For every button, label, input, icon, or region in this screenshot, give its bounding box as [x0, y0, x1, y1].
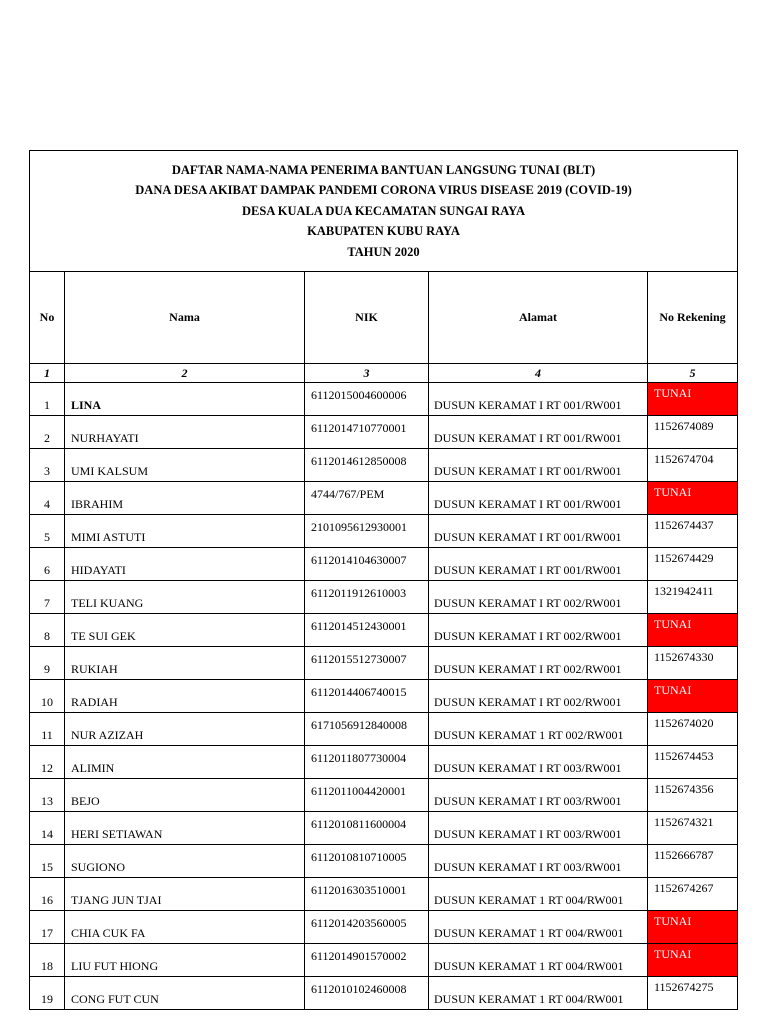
recipient-name: ALIMIN	[65, 746, 305, 779]
title-line-4: KABUPATEN KUBU RAYA	[307, 224, 460, 239]
document-title	[30, 151, 738, 272]
recipient-nik: 4744/767/PEM	[305, 482, 429, 515]
recipient-name: SUGIONO	[65, 845, 305, 878]
row-number: 3	[30, 449, 65, 482]
recipient-name: LIU FUT HIONG	[65, 944, 305, 977]
recipient-address: DUSUN KERAMAT 1 RT 004/RW001	[429, 944, 648, 977]
account-number: 1152674267	[648, 878, 738, 911]
row-number: 11	[30, 713, 65, 746]
title-line-2: DANA DESA AKIBAT DAMPAK PANDEMI CORONA VIRUS DISEASE 2019 (COVID-19)	[135, 183, 632, 198]
column-number-1: 1	[30, 364, 65, 383]
recipient-address: DUSUN KERAMAT I RT 001/RW001	[429, 548, 648, 581]
column-number-4: 4	[429, 364, 648, 383]
recipient-nik: 6112014612850008	[305, 449, 429, 482]
table-row	[30, 977, 738, 1010]
table-row	[30, 713, 738, 746]
column-header-row	[30, 272, 738, 364]
recipient-name: UMI KALSUM	[65, 449, 305, 482]
recipient-name: CONG FUT CUN	[65, 977, 305, 1010]
account-number: TUNAI	[648, 614, 738, 647]
table-row	[30, 680, 738, 713]
account-number: TUNAI	[648, 482, 738, 515]
account-number: 1152674429	[648, 548, 738, 581]
account-number: 1152674437	[648, 515, 738, 548]
recipient-name: IBRAHIM	[65, 482, 305, 515]
recipient-name: RUKIAH	[65, 647, 305, 680]
table-row	[30, 779, 738, 812]
recipient-nik: 6112014104630007	[305, 548, 429, 581]
header-nik: NIK	[305, 272, 429, 364]
row-number: 7	[30, 581, 65, 614]
recipient-address: DUSUN KERAMAT I RT 001/RW001	[429, 416, 648, 449]
row-number: 12	[30, 746, 65, 779]
recipient-name: CHIA CUK FA	[65, 911, 305, 944]
recipient-name: HERI SETIAWAN	[65, 812, 305, 845]
recipient-nik: 6112010102460008	[305, 977, 429, 1010]
account-number: 1152674453	[648, 746, 738, 779]
row-number: 4	[30, 482, 65, 515]
title-line-3: DESA KUALA DUA KECAMATAN SUNGAI RAYA	[242, 203, 526, 218]
table-row	[30, 383, 738, 416]
recipient-address: DUSUN KERAMAT 1 RT 004/RW001	[429, 977, 648, 1010]
recipient-name: HIDAYATI	[65, 548, 305, 581]
recipient-nik: 6112014203560005	[305, 911, 429, 944]
recipient-nik: 6112010811600004	[305, 812, 429, 845]
recipient-name: NURHAYATI	[65, 416, 305, 449]
table-row	[30, 416, 738, 449]
recipient-address: DUSUN KERAMAT I RT 001/RW001	[429, 515, 648, 548]
header-no: No	[30, 272, 65, 364]
recipient-nik: 6112011912610003	[305, 581, 429, 614]
recipient-address: DUSUN KERAMAT I RT 003/RW001	[429, 845, 648, 878]
account-number: 1152674356	[648, 779, 738, 812]
title-row	[30, 151, 738, 272]
row-number: 19	[30, 977, 65, 1010]
recipient-name: TJANG JUN TJAI	[65, 878, 305, 911]
recipient-nik: 6112016303510001	[305, 878, 429, 911]
row-number: 16	[30, 878, 65, 911]
recipient-nik: 6112014710770001	[305, 416, 429, 449]
recipient-address: DUSUN KERAMAT I RT 002/RW001	[429, 680, 648, 713]
recipient-address: DUSUN KERAMAT I RT 003/RW001	[429, 746, 648, 779]
account-number: TUNAI	[648, 944, 738, 977]
recipient-address: DUSUN KERAMAT I RT 001/RW001	[429, 482, 648, 515]
recipient-address: DUSUN KERAMAT I RT 003/RW001	[429, 779, 648, 812]
account-number: 1152674020	[648, 713, 738, 746]
table-row	[30, 614, 738, 647]
account-number: TUNAI	[648, 383, 738, 416]
account-number: 1321942411	[648, 581, 738, 614]
header-no-rekening: No Rekening	[648, 272, 738, 364]
recipient-nik: 6112010810710005	[305, 845, 429, 878]
row-number: 14	[30, 812, 65, 845]
account-number: 1152666787	[648, 845, 738, 878]
column-number-5: 5	[648, 364, 738, 383]
account-number: TUNAI	[648, 911, 738, 944]
recipient-table	[29, 150, 738, 1010]
table-row	[30, 515, 738, 548]
header-nama: Nama	[65, 272, 305, 364]
table-row	[30, 944, 738, 977]
header-alamat: Alamat	[429, 272, 648, 364]
recipient-address: DUSUN KERAMAT 1 RT 002/RW001	[429, 713, 648, 746]
recipient-nik: 6112014512430001	[305, 614, 429, 647]
recipient-nik: 2101095612930001	[305, 515, 429, 548]
row-number: 9	[30, 647, 65, 680]
account-number: 1152674321	[648, 812, 738, 845]
recipient-address: DUSUN KERAMAT I RT 001/RW001	[429, 383, 648, 416]
recipient-address: DUSUN KERAMAT 1 RT 004/RW001	[429, 911, 648, 944]
row-number: 8	[30, 614, 65, 647]
recipient-address: DUSUN KERAMAT 1 RT 004/RW001	[429, 878, 648, 911]
recipient-name: TELI KUANG	[65, 581, 305, 614]
recipient-table-body	[30, 151, 738, 1010]
column-number-2: 2	[65, 364, 305, 383]
recipient-address: DUSUN KERAMAT I RT 002/RW001	[429, 647, 648, 680]
account-number: 1152674089	[648, 416, 738, 449]
recipient-name: NUR AZIZAH	[65, 713, 305, 746]
row-number: 15	[30, 845, 65, 878]
recipient-name: TE SUI GEK	[65, 614, 305, 647]
account-number: 1152674704	[648, 449, 738, 482]
title-line-5: TAHUN 2020	[347, 244, 420, 259]
row-number: 10	[30, 680, 65, 713]
recipient-name: MIMI ASTUTI	[65, 515, 305, 548]
recipient-nik: 6171056912840008	[305, 713, 429, 746]
table-row	[30, 449, 738, 482]
account-number: 1152674330	[648, 647, 738, 680]
row-number: 18	[30, 944, 65, 977]
column-number-3: 3	[305, 364, 429, 383]
table-row	[30, 911, 738, 944]
column-number-row	[30, 364, 738, 383]
table-row	[30, 548, 738, 581]
row-number: 1	[30, 383, 65, 416]
recipient-address: DUSUN KERAMAT I RT 002/RW001	[429, 581, 648, 614]
table-row	[30, 746, 738, 779]
recipient-nik: 6112011807730004	[305, 746, 429, 779]
row-number: 17	[30, 911, 65, 944]
table-row	[30, 482, 738, 515]
recipient-address: DUSUN KERAMAT I RT 002/RW001	[429, 614, 648, 647]
recipient-nik: 6112015512730007	[305, 647, 429, 680]
row-number: 2	[30, 416, 65, 449]
table-row	[30, 812, 738, 845]
row-number: 6	[30, 548, 65, 581]
account-number: 1152674275	[648, 977, 738, 1010]
recipient-nik: 6112015004600006	[305, 383, 429, 416]
recipient-nik: 6112014901570002	[305, 944, 429, 977]
table-row	[30, 581, 738, 614]
recipient-name: BEJO	[65, 779, 305, 812]
recipient-name: LINA	[65, 383, 305, 416]
recipient-name: RADIAH	[65, 680, 305, 713]
account-number: TUNAI	[648, 680, 738, 713]
row-number: 13	[30, 779, 65, 812]
table-row	[30, 647, 738, 680]
recipient-address: DUSUN KERAMAT I RT 001/RW001	[429, 449, 648, 482]
title-line-1: DAFTAR NAMA-NAMA PENERIMA BANTUAN LANGSUNG TUNAI (BLT)	[171, 162, 596, 177]
table-row	[30, 845, 738, 878]
row-number: 5	[30, 515, 65, 548]
recipient-address: DUSUN KERAMAT I RT 003/RW001	[429, 812, 648, 845]
recipient-nik: 6112014406740015	[305, 680, 429, 713]
recipient-nik: 6112011004420001	[305, 779, 429, 812]
table-row	[30, 878, 738, 911]
